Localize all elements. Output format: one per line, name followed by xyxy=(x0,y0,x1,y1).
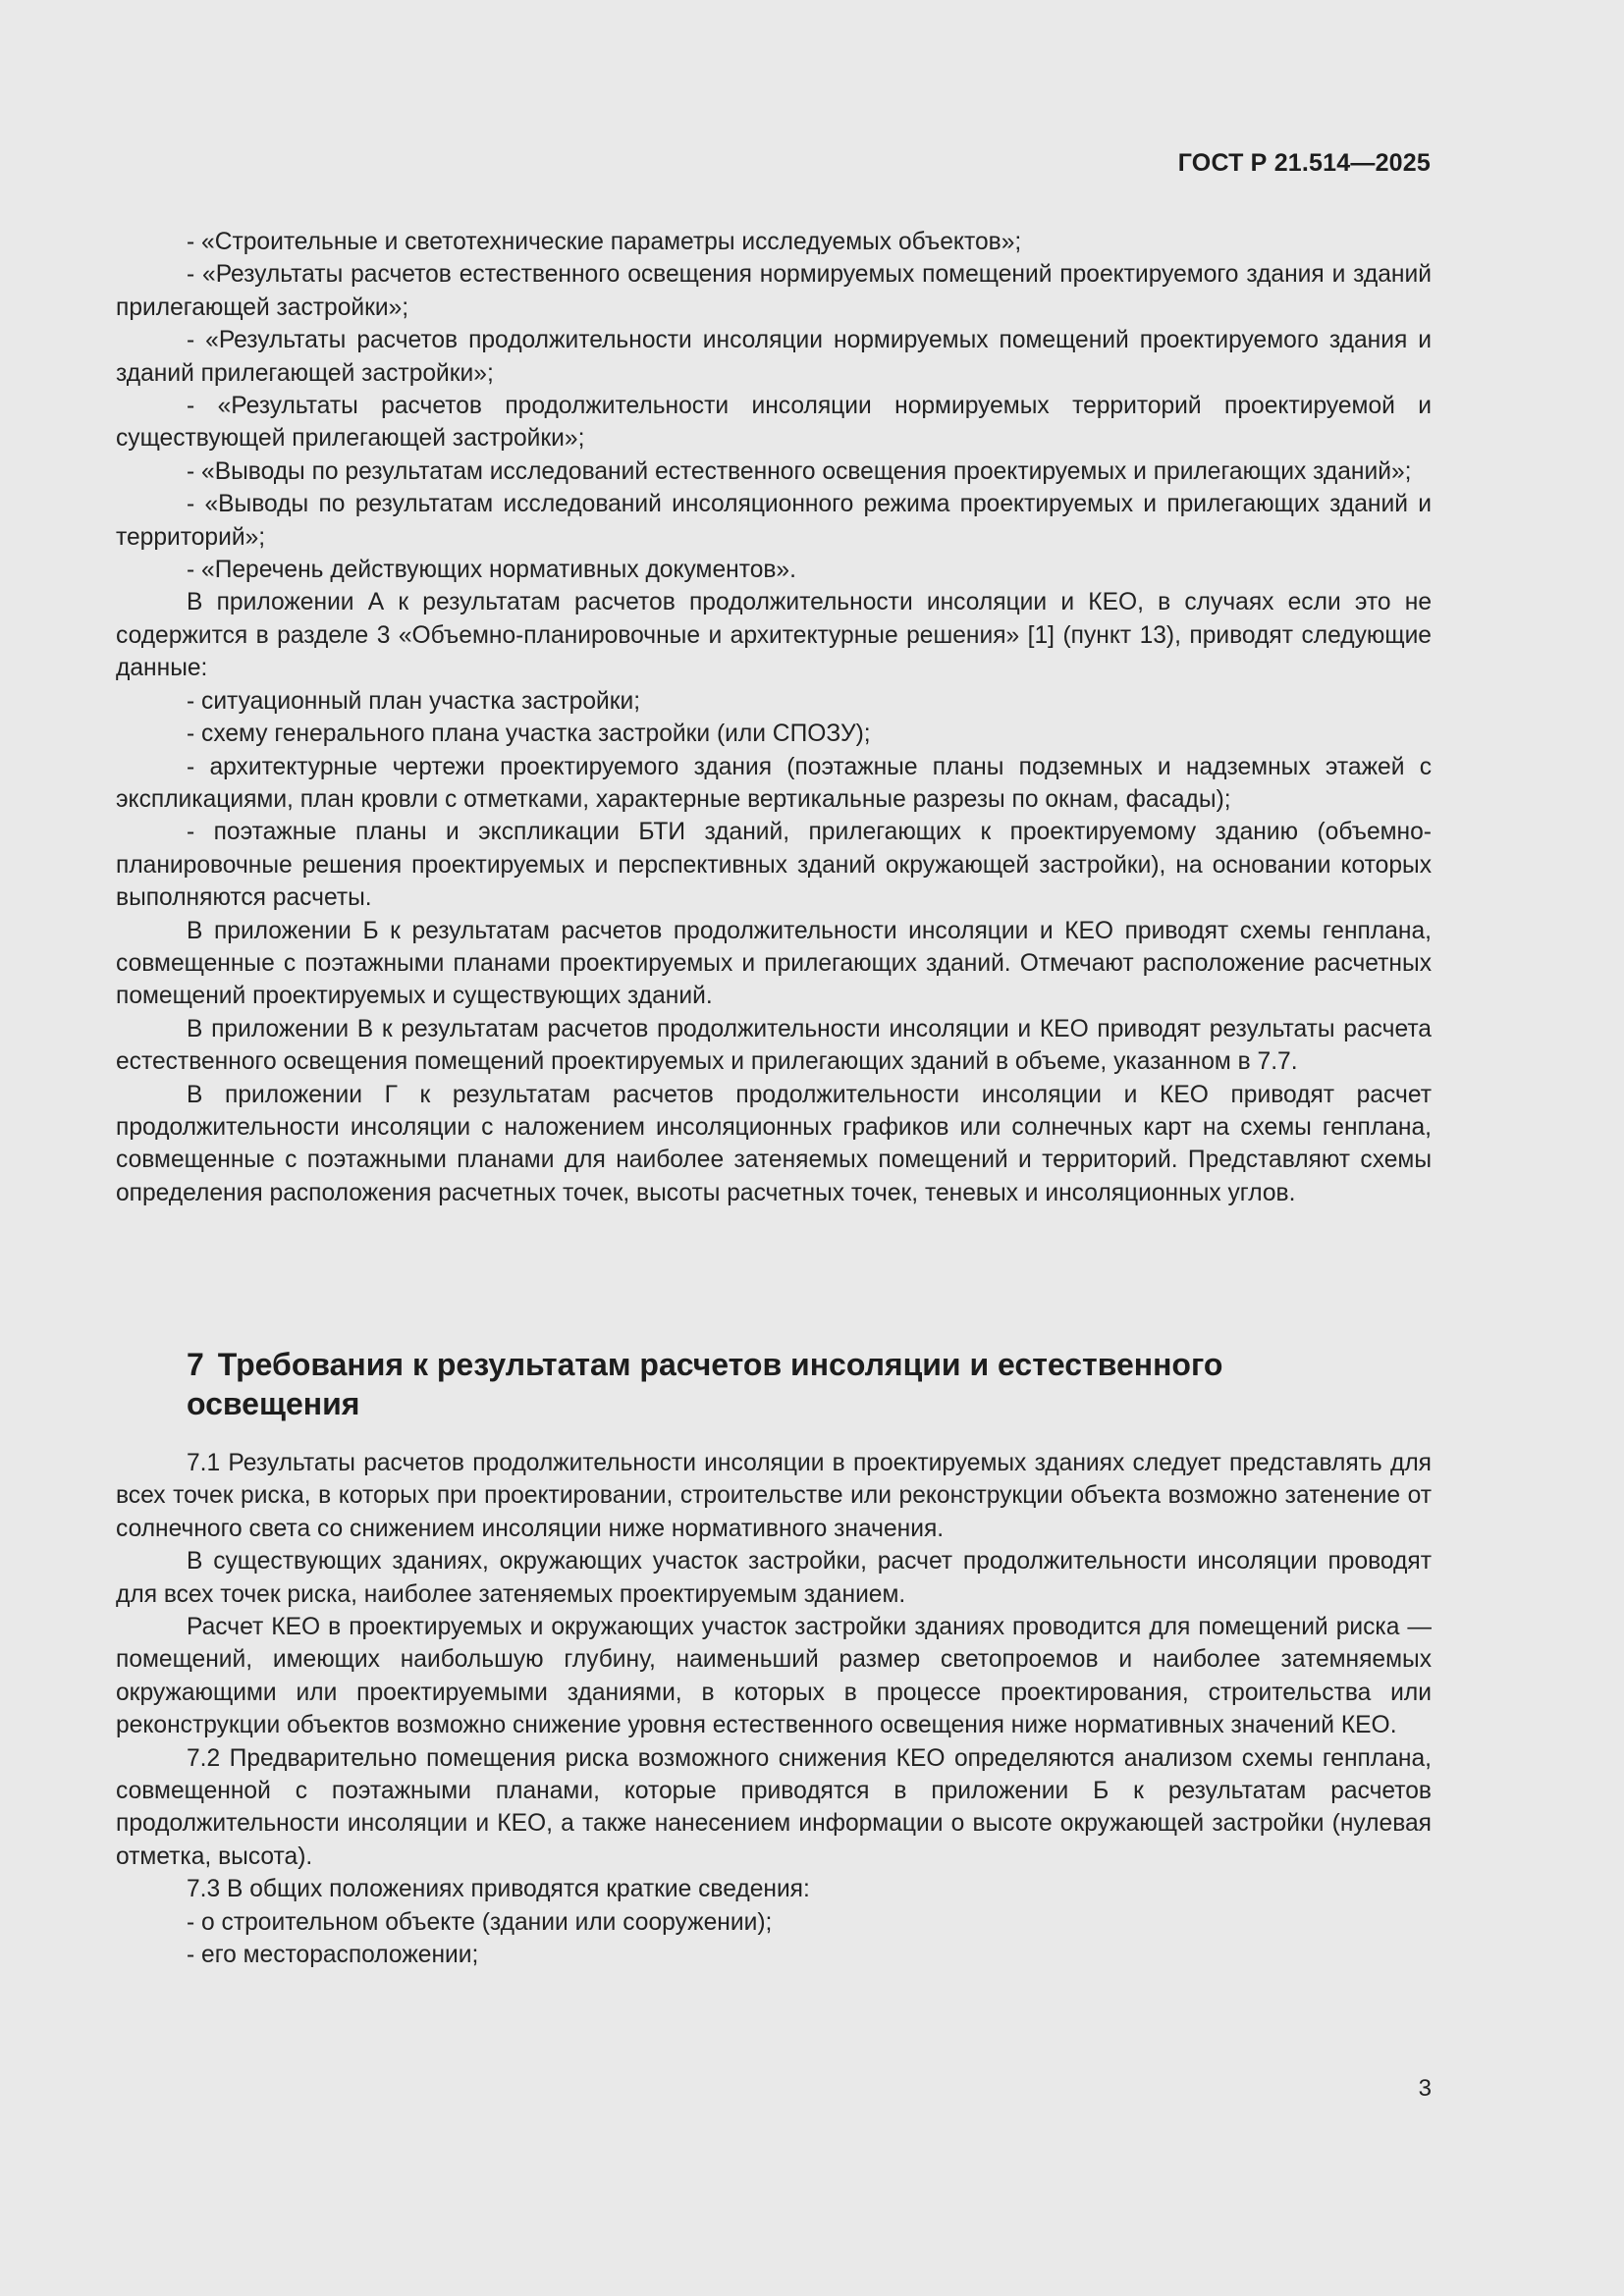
paragraph: - «Перечень действующих нормативных документов». xyxy=(187,557,796,584)
paragraph: Расчет КЕО в проектируемых и окружающих участок застройки зданиях проводится для помещений риска — помещений, имеющих наибольшую глубину, наименьший размер светопроемов и наиболее затемняемых окружающими или проектируемыми зданиями, в которых в процессе проектирования, строительства или реконструкции объектов возможно снижение уровня естественного освещения ниже нормативных значений КЕО. xyxy=(116,1614,1432,1739)
section-title: Требования к результатам расчетов инсоляции и естественного освещения xyxy=(187,1347,1223,1421)
paragraph: - «Выводы по результатам исследований инсоляционного режима проектируемых и прилегающих зданий и территорий»; xyxy=(116,491,1432,551)
paragraph: - «Выводы по результатам исследований естественного освещения проектируемых и прилегающих зданий»; xyxy=(187,457,1412,485)
paragraph: - архитектурные чертежи проектируемого здания (поэтажные планы подземных и надземных этажей с экспликациями, план кровли с отметками, характерные вертикальные разрезы по окнам, фасады); xyxy=(116,753,1432,813)
section-7-heading xyxy=(187,1345,1316,1423)
page-number: 3 xyxy=(1418,2075,1432,2102)
document-code-header: ГОСТ Р 21.514—2025 xyxy=(1177,149,1431,177)
paragraph: - «Результаты расчетов продолжительности инсоляции нормируемых территорий проектируемой и существующей прилегающей застройки»; xyxy=(116,393,1432,453)
paragraph: В приложении В к результатам расчетов продолжительности инсоляции и КЕО приводят результаты расчета естественного освещения помещений проектируемых и прилегающих зданий в объеме, указанном в 7.7. xyxy=(116,1015,1432,1076)
paragraph: 7.1 Результаты расчетов продолжительности инсоляции в проектируемых зданиях следует представлять для всех точек риска, в которых при проектировании, строительстве или реконструкции объекта возможно затенение от солнечного света со снижением инсоляции ниже нормативного значения. xyxy=(116,1450,1432,1542)
paragraph: - схему генерального плана участка застройки (или СПОЗУ); xyxy=(187,721,871,748)
paragraph: - ситуационный план участка застройки; xyxy=(187,687,641,715)
paragraph: В существующих зданиях, окружающих участок застройки, расчет продолжительности инсоляции проводят для всех точек риска, наиболее затеняемых проектируемым зданием. xyxy=(116,1548,1432,1608)
paragraph: - «Результаты расчетов продолжительности инсоляции нормируемых помещений проектируемого здания и зданий прилегающей застройки»; xyxy=(116,327,1432,387)
paragraph: 7.3 В общих положениях приводятся краткие сведения: xyxy=(187,1876,810,1903)
section-7-body xyxy=(116,1447,1432,1972)
paragraph: В приложении Г к результатам расчетов продолжительности инсоляции и КЕО приводят расчет продолжительности инсоляции с наложением инсоляционных графиков или солнечных карт на схемы генплана, совмещенные с поэтажными планами для наиболее затеняемых помещений и территорий. Представляют схемы определения расположения расчетных точек, высоты расчетных точек, теневых и инсоляционных углов. xyxy=(116,1081,1432,1206)
paragraph: - о строительном объекте (здании или сооружении); xyxy=(187,1908,773,1936)
section-number: 7 xyxy=(187,1347,204,1382)
paragraph: - его месторасположении; xyxy=(187,1942,479,1969)
paragraph: - поэтажные планы и экспликации БТИ зданий, прилегающих к проектируемому зданию (объемно-планировочные решения проектируемых и перспективных зданий окружающей застройки), на основании которых выполняются расчеты. xyxy=(116,819,1432,912)
paragraph: В приложении А к результатам расчетов продолжительности инсоляции и КЕО, в случаях если это не содержится в разделе 3 «Объемно-планировочные и архитектурные решения» [1] (пункт 13), приводят следующие данные: xyxy=(116,589,1432,682)
paragraph: - «Строительные и светотехнические параметры исследуемых объектов»; xyxy=(187,229,1022,255)
paragraph: 7.2 Предварительно помещения риска возможного снижения КЕО определяются анализом схемы генплана, совмещенной с поэтажными планами, которые приводятся в приложении Б к результатам расчетов продолжительности инсоляции и КЕО, а также нанесением информации о высоте окружающей застройки (нулевая отметка, высота). xyxy=(116,1744,1432,1870)
paragraph: - «Результаты расчетов естественного освещения нормируемых помещений проектируемого здания и зданий прилегающей застройки»; xyxy=(116,261,1432,321)
paragraph: В приложении Б к результатам расчетов продолжительности инсоляции и КЕО приводят схемы генплана, совмещенные с поэтажными планами проектируемых и прилегающих зданий. Отмечают расположение расчетных помещений проектируемых и существующих зданий. xyxy=(116,917,1432,1010)
section-6-continuation xyxy=(116,226,1432,1209)
